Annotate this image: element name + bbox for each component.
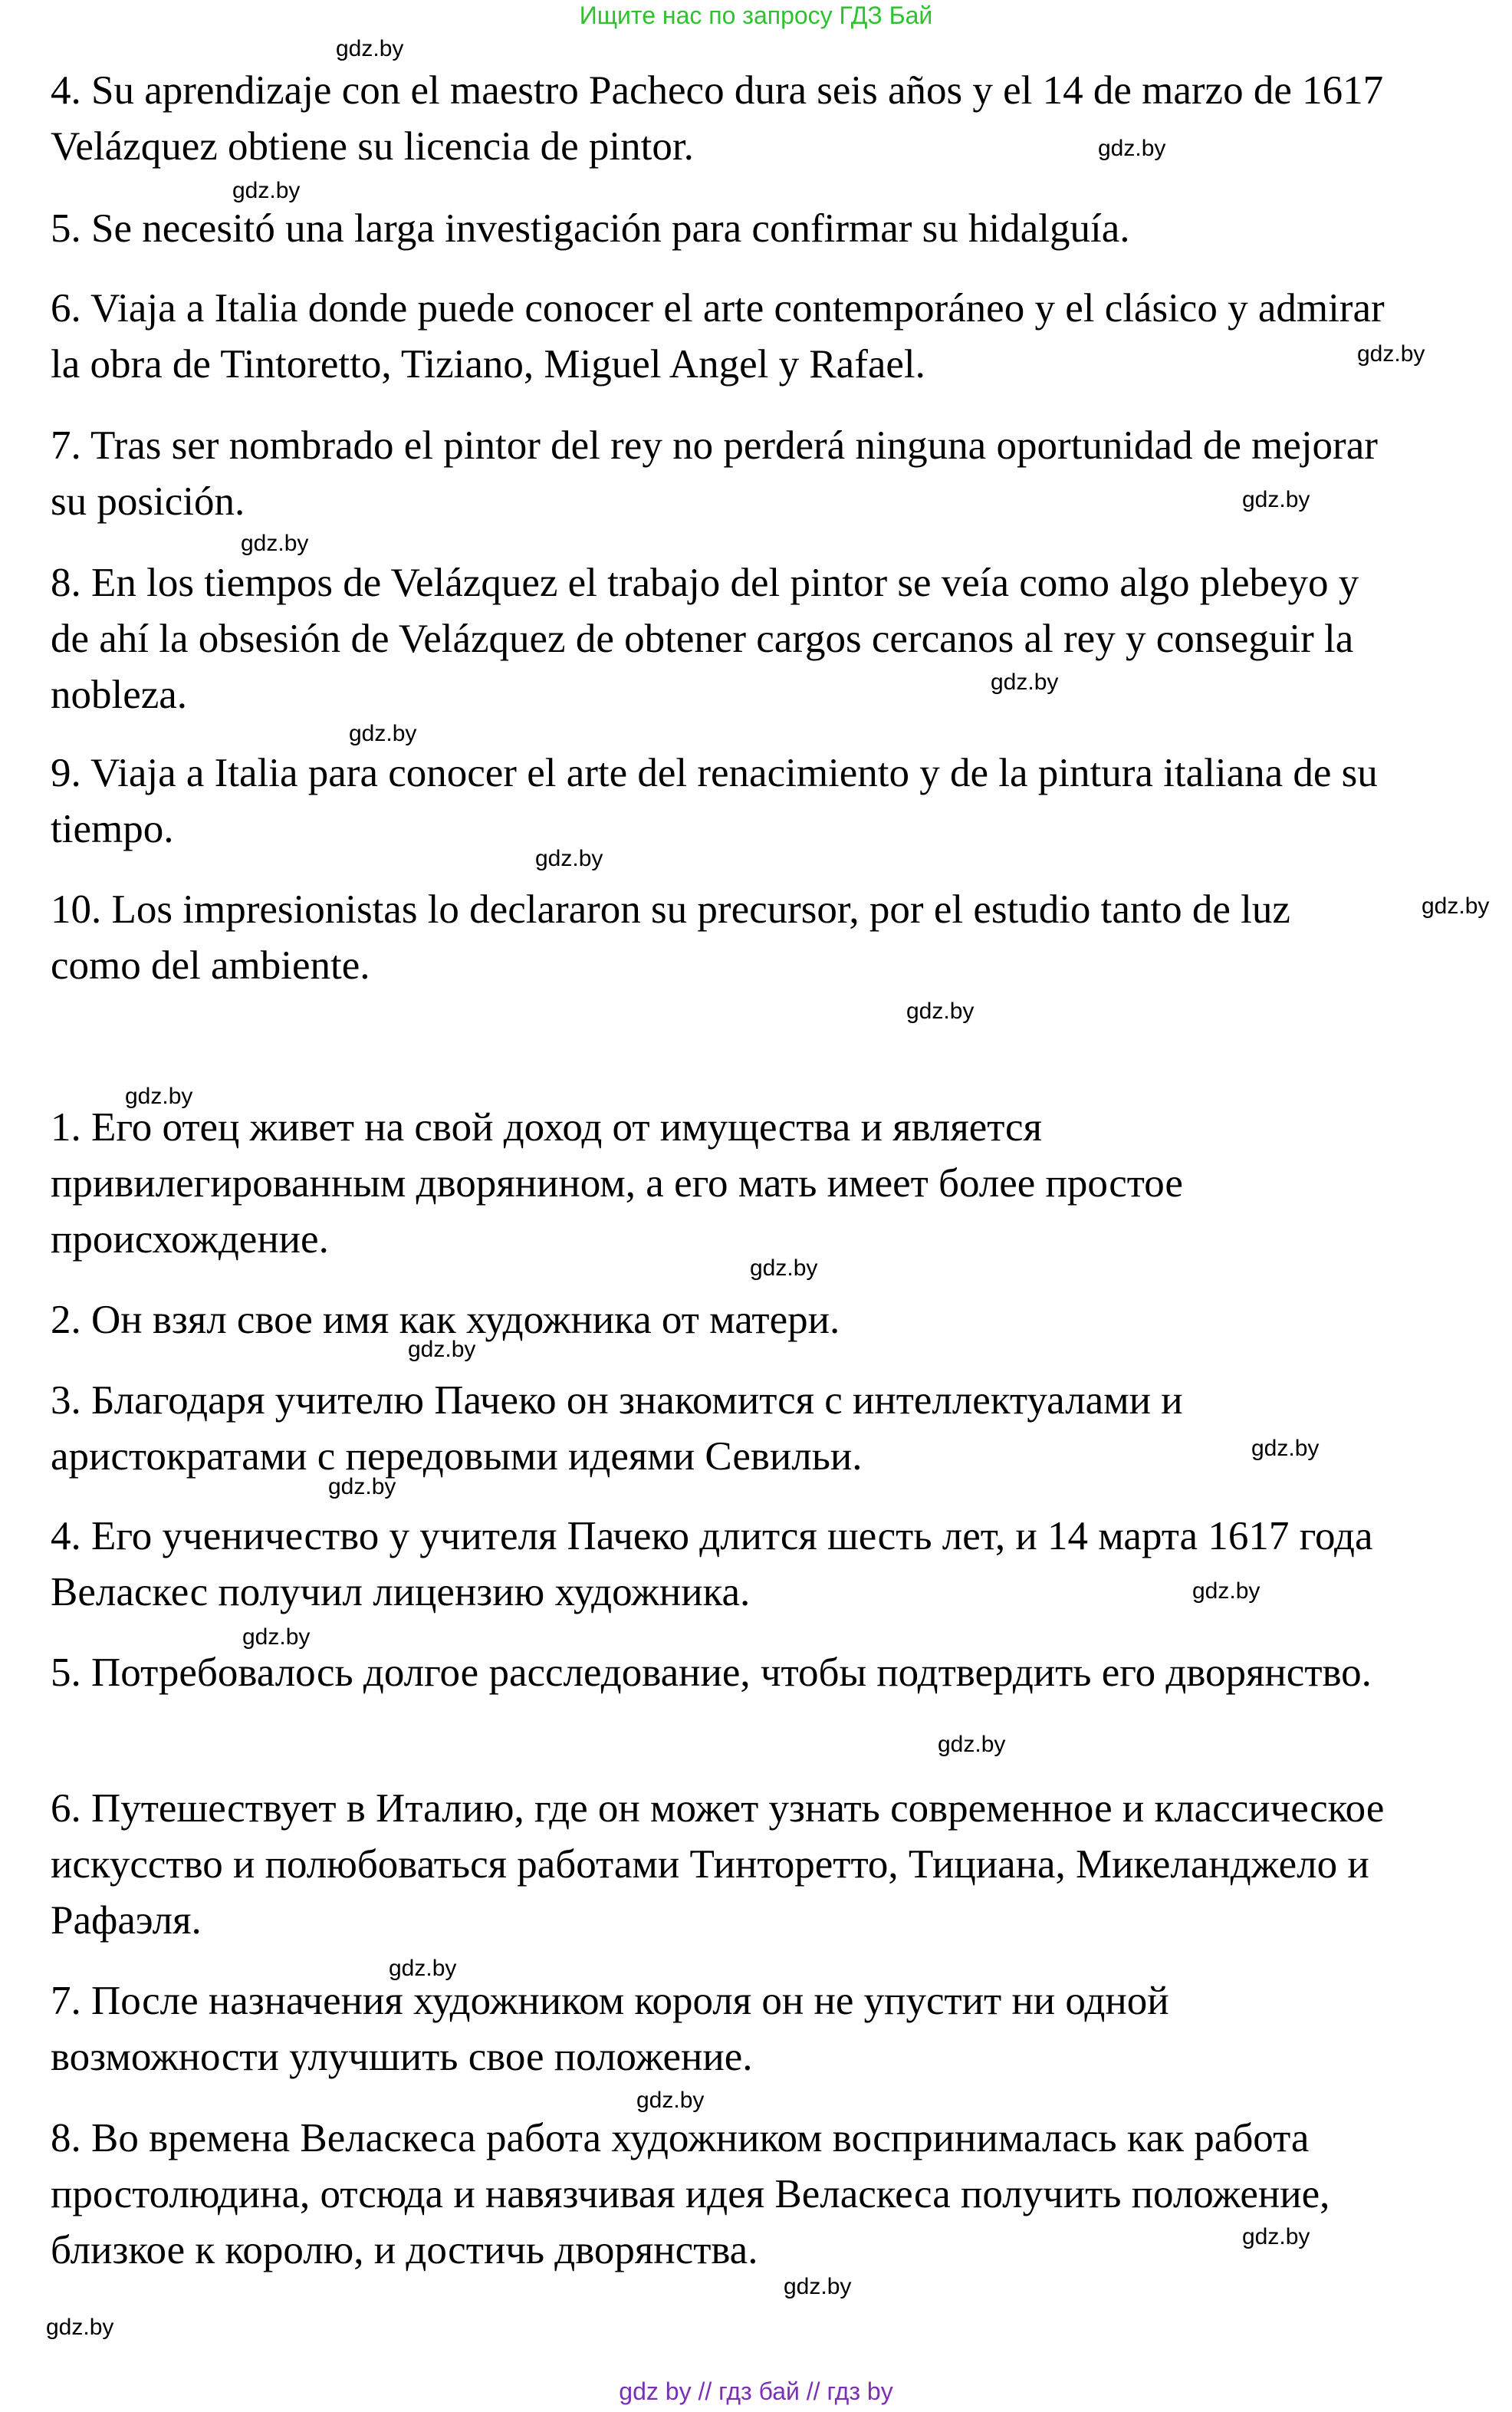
- watermark: gdz.by: [938, 1732, 1006, 1757]
- watermark: gdz.by: [1242, 487, 1310, 512]
- russian-item-3: 3. Благодаря учителю Пачеко он знакомится с интеллектуалами и аристократами с передовыми идеями Севильи.: [51, 1378, 1183, 1479]
- watermark: gdz.by: [328, 1474, 396, 1499]
- watermark: gdz.by: [242, 1624, 311, 1650]
- watermark: gdz.by: [389, 1956, 457, 1981]
- watermark: gdz.by: [1242, 2224, 1310, 2249]
- watermark: gdz.by: [636, 2088, 705, 2113]
- top-banner[interactable]: Ищите нас по запросу ГДЗ Бай: [579, 2, 933, 29]
- watermark: gdz.by: [125, 1084, 193, 1109]
- russian-item-4: 4. Его ученичество у учителя Пачеко длится шесть лет, и 14 марта 1617 года Веласкес получил лицензию художника.: [51, 1514, 1373, 1614]
- watermark: gdz.by: [535, 846, 603, 871]
- russian-item-1: 1. Его отец живет на свой доход от имущества и является привилегированным дворянином, а его мать имеет более простое происхождение.: [51, 1105, 1183, 1262]
- watermark: gdz.by: [336, 36, 404, 61]
- watermark: gdz.by: [991, 670, 1059, 695]
- watermark: gdz.by: [750, 1255, 818, 1281]
- watermark: gdz.by: [1251, 1436, 1320, 1461]
- watermark: gdz.by: [232, 178, 301, 203]
- spanish-item-4: 4. Su aprendizaje con el maestro Pacheco dura seis años y el 14 de marzo de 1617 Velázquez obtiene su licencia de pintor.: [51, 68, 1384, 169]
- spanish-item-8: 8. En los tiempos de Velázquez el trabajo del pintor se veía como algo plebeyo y de ahí la obsesión de Velázquez de obtener cargos cercanos al rey y conseguir la nobleza.: [51, 561, 1359, 717]
- watermark: gdz.by: [349, 721, 417, 746]
- spanish-item-7: 7. Tras ser nombrado el pintor del rey no perderá ninguna oportunidad de mejorar su posición.: [51, 423, 1378, 524]
- watermark: gdz.by: [1098, 136, 1166, 161]
- spanish-item-9: 9. Viaja a Italia para conocer el arte del renacimiento y de la pintura italiana de su tiempo.: [51, 751, 1378, 851]
- spanish-item-6: 6. Viaja a Italia donde puede conocer el arte contemporáneo y el clásico y admirar la obra de Tintoretto, Tiziano, Miguel Angel y Rafael.: [51, 286, 1385, 387]
- watermark: gdz.by: [408, 1337, 476, 1362]
- russian-item-5: 5. Потребовалось долгое расследование, чтобы подтвердить его дворянство.: [51, 1650, 1372, 1695]
- watermark: gdz.by: [784, 2274, 852, 2299]
- russian-item-8: 8. Во времена Веласкеса работа художником воспринималась как работа простолюдина, отсюда и навязчивая идея Веласкеса получить положение, близкое к королю, и достичь дворянства.: [51, 2116, 1330, 2272]
- watermark: gdz.by: [1357, 341, 1425, 367]
- watermark: gdz.by: [241, 531, 309, 556]
- spanish-item-10: 10. Los impresionistas lo declararon su precursor, por el estudio tanto de luz como del ambiente.: [51, 887, 1290, 988]
- watermark: gdz.by: [46, 2315, 114, 2340]
- watermark: gdz.by: [1192, 1578, 1261, 1604]
- spanish-item-5: 5. Se necesitó una larga investigación para confirmar su hidalguía.: [51, 206, 1130, 251]
- russian-item-2: 2. Он взял свое имя как художника от матери.: [51, 1298, 840, 1342]
- russian-item-6: 6. Путешествует в Италию, где он может узнать современное и классическое искусство и полюбоваться работами Тинторетто, Тициана, Микеланджело и Рафаэля.: [51, 1786, 1385, 1943]
- russian-item-7: 7. После назначения художником короля он не упустит ни одной возможности улучшить свое положение.: [51, 1979, 1169, 2079]
- footer-links[interactable]: gdz by // гдз бай // гдз by: [619, 2377, 893, 2405]
- watermark: gdz.by: [906, 999, 975, 1024]
- watermark: gdz.by: [1422, 893, 1490, 919]
